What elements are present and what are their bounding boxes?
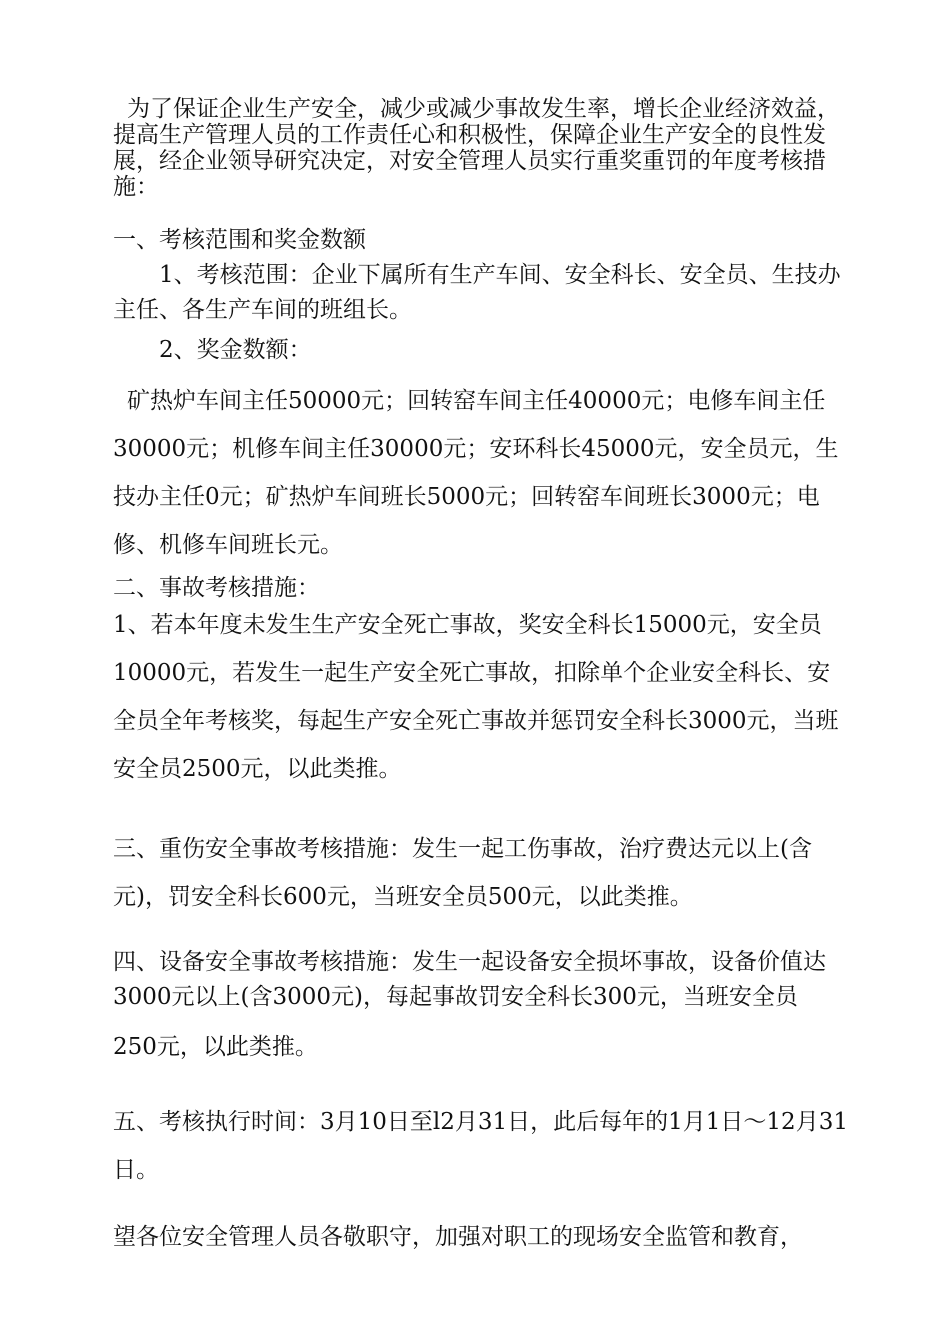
section-1-item-2: 2、奖金数额：: [159, 337, 312, 363]
section-2-title: 二、事故考核措施：: [113, 575, 320, 601]
section-3-paragraph: 三、重伤安全事故考核措施：发生一起工伤事故，治疗费达元以上(含元)，罚安全科长600元，当班安全员500元，以此类推。: [113, 836, 812, 910]
section-1-amounts: 矿热炉车间主任50000元；回转窑车间主任40000元；电修车间主任30000元；机修车间主任30000元；安环科长45000元，安全员元，生技办主任0元；矿热炉车间班长5000元；回转窑车间班长3000元；电修、机修车间班长元。: [113, 388, 839, 558]
section-2-item-1: 1、若本年度未发生生产安全死亡事故，奖安全科长15000元，安全员10000元，若发生一起生产安全死亡事故，扣除单个企业安全科长、安全员全年考核奖，每起生产安全死亡事故并惩罚安全科长3000元，当班安全员2500元，以此类推。: [113, 612, 839, 782]
section-4-tail: 250元，以此类推。: [113, 1034, 318, 1060]
section-1-item-1: 1、考核范围：企业下属所有生产车间、安全科长、安全员、生技办主任、各生产车间的班组长。: [113, 262, 841, 323]
section-5-paragraph: 五、考核执行时间：3月10日至l2月31日，此后每年的1月1日～12月31日。: [113, 1109, 848, 1183]
intro-paragraph: 为了保证企业生产安全，减少或减少事故发生率，增长企业经济效益，提高生产管理人员的工作责任心和积极性，保障企业生产安全的良性发展，经企业领导研究决定，对安全管理人员实行重奖重罚的年度考核措施：: [113, 96, 840, 200]
closing-paragraph: 望各位安全管理人员各敬职守，加强对职工的现场安全监管和教育，: [113, 1224, 803, 1250]
section-4-paragraph: 四、设备安全事故考核措施：发生一起设备安全损坏事故，设备价值达3000元以上(含3000元)，每起事故罚安全科长300元，当班安全员: [113, 949, 826, 1010]
section-1-title: 一、考核范围和奖金数额: [113, 227, 366, 253]
